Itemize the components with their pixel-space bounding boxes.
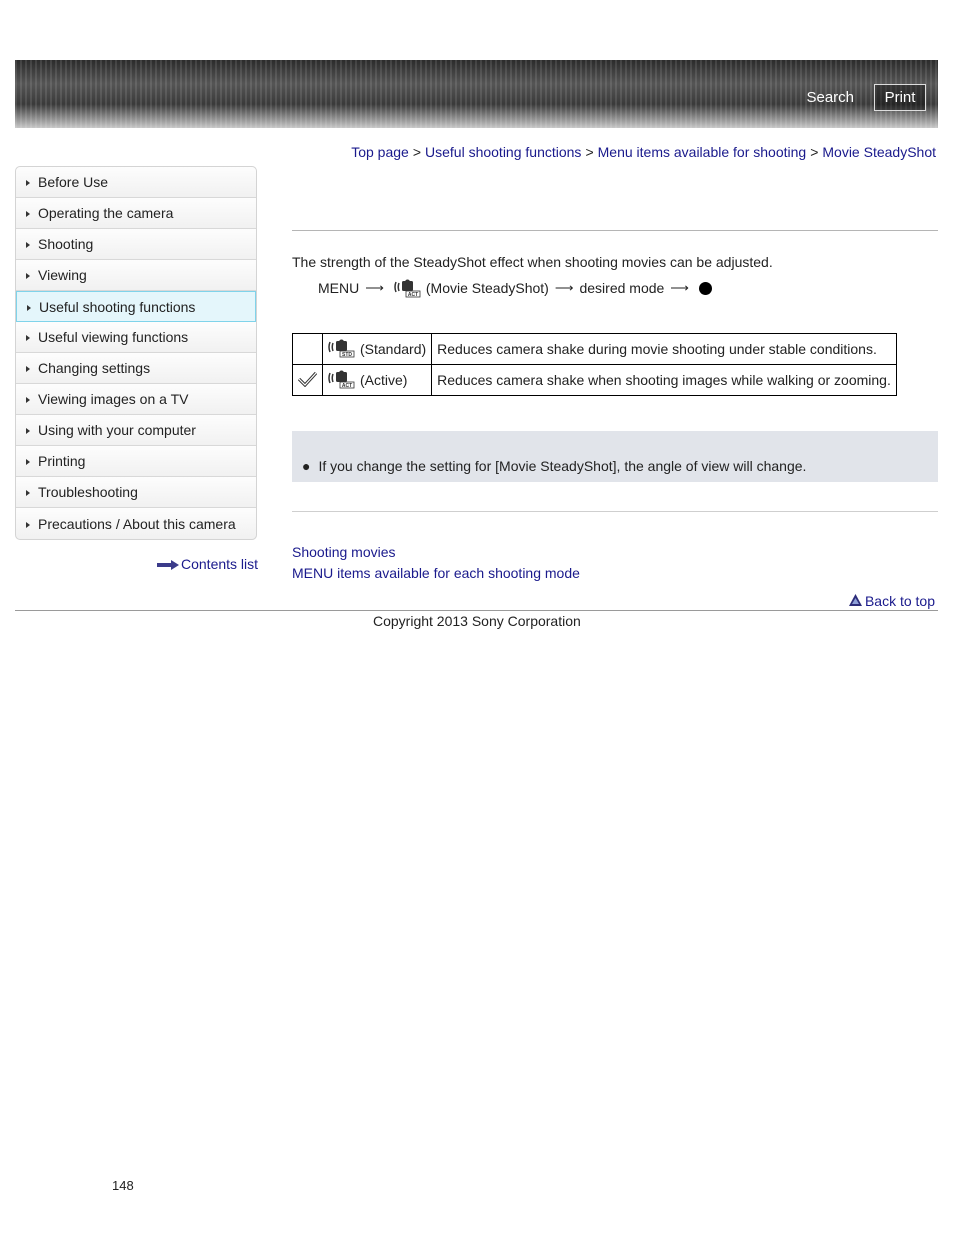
sidebar-item-label: Viewing images on a TV	[38, 391, 189, 407]
sidebar-item-precautions[interactable]	[16, 508, 256, 539]
sidebar-item-label: Operating the camera	[38, 205, 174, 221]
menu-mode-label: desired mode	[579, 280, 665, 296]
breadcrumb-movie-steadyshot[interactable]: Movie SteadyShot	[822, 144, 936, 160]
arrow-right-icon: ⟶	[554, 280, 574, 295]
breadcrumb-separator: >	[585, 144, 594, 160]
sidebar-item-viewing[interactable]	[16, 260, 256, 291]
sidebar-item-label: Changing settings	[38, 360, 151, 376]
triangle-right-icon	[26, 242, 30, 248]
sidebar-item-useful-shooting-functions[interactable]	[16, 291, 256, 322]
sidebar-item-troubleshooting[interactable]	[16, 477, 256, 508]
page-number: 148	[112, 1178, 134, 1193]
mode-cell	[323, 334, 432, 365]
triangle-right-icon	[26, 397, 30, 403]
back-to-top-link[interactable]	[849, 593, 935, 609]
sidebar-item-label: Useful viewing functions	[38, 329, 189, 345]
related-divider	[292, 511, 938, 512]
breadcrumb-useful-shooting-functions[interactable]: Useful shooting functions	[425, 144, 582, 160]
triangle-right-icon	[26, 211, 30, 217]
sidebar-item-label: Printing	[38, 453, 86, 469]
arrow-right-icon: ⟶	[670, 280, 689, 295]
copyright-text: Copyright 2013 Sony Corporation	[373, 613, 581, 629]
arrow-right-icon: ⟶	[365, 280, 384, 295]
steadyshot-active-icon	[394, 278, 422, 298]
sidebar-item-label: Viewing	[38, 267, 87, 283]
triangle-up-icon	[849, 593, 865, 609]
sidebar-item-label: Troubleshooting	[38, 484, 138, 500]
intro-text: The strength of the SteadyShot effect when shooting movies can be adjusted.	[292, 254, 773, 270]
selection-cell	[293, 334, 323, 365]
contents-list-link[interactable]	[157, 556, 258, 573]
breadcrumb-separator: >	[810, 144, 819, 160]
triangle-right-icon	[26, 459, 30, 465]
selection-cell	[293, 365, 323, 396]
triangle-right-icon	[27, 305, 31, 311]
sidebar-item-operating-the-camera[interactable]	[16, 198, 256, 229]
sidebar-item-before-use[interactable]	[16, 167, 256, 198]
related-link-shooting-movies[interactable]: Shooting movies	[292, 544, 396, 560]
sidebar-item-printing[interactable]	[16, 446, 256, 477]
triangle-right-icon	[26, 180, 30, 186]
menu-label: MENU	[318, 280, 360, 296]
mode-name: (Active)	[360, 372, 408, 388]
steadyshot-standard-icon	[328, 338, 360, 361]
related-link-menu-items[interactable]: MENU items available for each shooting mode	[292, 565, 580, 581]
sidebar-nav	[15, 166, 257, 540]
sidebar-item-label: Useful shooting functions	[39, 298, 196, 315]
table-row	[293, 365, 897, 396]
sidebar-item-changing-settings[interactable]	[16, 353, 256, 384]
title-divider	[292, 230, 938, 231]
triangle-right-icon	[26, 366, 30, 372]
bullet-icon: ●	[302, 458, 311, 474]
svg-text:ACT: ACT	[341, 382, 353, 389]
sidebar-item-using-with-computer[interactable]	[16, 415, 256, 446]
header-bar	[15, 60, 938, 128]
breadcrumb-menu-items[interactable]: Menu items available for shooting	[597, 144, 807, 160]
footer-divider	[15, 610, 938, 611]
table-row	[293, 334, 897, 365]
triangle-right-icon	[26, 522, 30, 528]
breadcrumb-top-page[interactable]: Top page	[351, 144, 409, 160]
sidebar-item-useful-viewing-functions[interactable]	[16, 322, 256, 353]
contents-list-label[interactable]: Contents list	[181, 556, 259, 572]
sidebar-item-label: Precautions / About this camera	[38, 515, 236, 532]
mode-description: Reduces camera shake when shooting images while walking or zooming.	[432, 365, 897, 396]
mode-cell	[323, 365, 432, 396]
breadcrumb-separator: >	[412, 144, 421, 160]
sidebar-item-label: Shooting	[38, 236, 94, 252]
triangle-right-icon	[26, 335, 30, 341]
mode-name: (Standard)	[360, 341, 427, 357]
steadyshot-active-icon	[328, 369, 360, 392]
sidebar-item-viewing-images-on-tv[interactable]	[16, 384, 256, 415]
search-link[interactable]: Search	[806, 89, 854, 106]
print-button[interactable]: Print	[874, 84, 926, 111]
menu-item-label: (Movie SteadyShot)	[425, 280, 549, 296]
menu-path	[318, 278, 712, 298]
center-button-icon	[699, 282, 712, 295]
triangle-right-icon	[26, 428, 30, 434]
note-text: If you change the setting for [Movie SteadyShot], the angle of view will change.	[318, 458, 807, 474]
back-to-top-label[interactable]: Back to top	[864, 593, 935, 609]
mode-description: Reduces camera shake during movie shooting under stable conditions.	[432, 334, 897, 365]
breadcrumb	[351, 144, 936, 160]
triangle-right-icon	[26, 273, 30, 279]
related-topics	[292, 542, 580, 584]
checkmark-icon	[298, 374, 317, 390]
svg-text:ACT: ACT	[407, 292, 419, 298]
sidebar-item-shooting[interactable]	[16, 229, 256, 260]
triangle-right-icon	[26, 490, 30, 496]
note-item	[302, 458, 806, 474]
sidebar-item-label: Using with your computer	[38, 422, 196, 438]
note-box	[292, 431, 938, 482]
modes-table	[292, 333, 897, 396]
sidebar-item-label: Before Use	[38, 174, 109, 190]
arrow-right-icon	[157, 557, 179, 573]
svg-text:STD: STD	[342, 351, 352, 358]
